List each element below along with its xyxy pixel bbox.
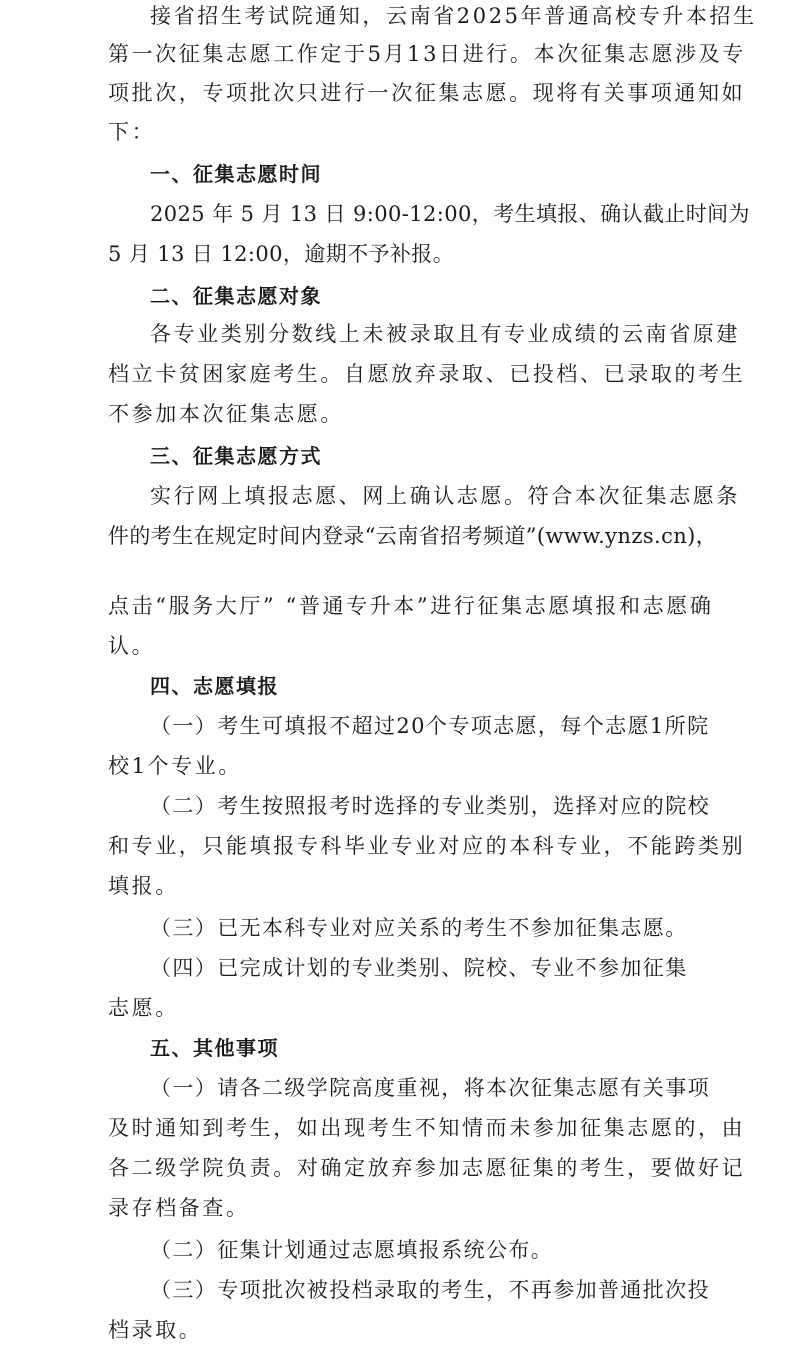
- paragraph-other-1-line-2: 及时通知到考生，如出现考生不知情而未参加征集志愿的，由: [108, 1116, 746, 1140]
- paragraph-intro-line-1: 接省招生考试院通知，云南省2025年普通高校专升本招生: [150, 4, 757, 28]
- paragraph-filling-4-line-1: （四）已完成计划的专业类别、院校、专业不参加征集: [150, 956, 688, 980]
- paragraph-method-line-2: 件的考生在规定时间内登录“云南省招考频道”(www.ynzs.cn)，: [108, 524, 718, 548]
- paragraph-time-line-2: 5 月 13 日 12:00，逾期不予补报。: [108, 242, 455, 266]
- paragraph-filling-1-line-2: 校1个专业。: [108, 754, 242, 778]
- paragraph-target-line-3: 不参加本次征集志愿。: [108, 402, 344, 426]
- section-heading-time: 一、征集志愿时间: [150, 162, 322, 186]
- paragraph-filling-2-line-2: 和专业，只能填报专科毕业专业对应的本科专业，不能跨类别: [108, 834, 746, 858]
- paragraph-other-2: （二）征集计划通过志愿填报系统公布。: [150, 1238, 554, 1262]
- section-heading-method: 三、征集志愿方式: [150, 444, 322, 468]
- section-heading-target: 二、征集志愿对象: [150, 284, 322, 308]
- paragraph-time-line-1: 2025 年 5 月 13 日 9:00-12:00，考生填报、确认截止时间为: [150, 202, 750, 226]
- paragraph-target-line-1: 各专业类别分数线上未被录取且有专业成绩的云南省原建: [150, 322, 740, 346]
- paragraph-filling-4-line-2: 志愿。: [108, 996, 179, 1020]
- paragraph-other-1-line-1: （一）请各二级学院高度重视，将本次征集志愿有关事项: [150, 1076, 710, 1100]
- paragraph-target-line-2: 档立卡贫困家庭考生。自愿放弃录取、已投档、已录取的考生: [108, 362, 746, 386]
- paragraph-method-line-4: 认。: [108, 634, 156, 658]
- paragraph-intro-line-4: 下：: [108, 120, 156, 144]
- paragraph-filling-3: （三）已无本科专业对应关系的考生不参加征集志愿。: [150, 916, 688, 940]
- section-heading-filling: 四、志愿填报: [150, 674, 279, 698]
- paragraph-filling-1-line-1: （一）考生可填报不超过20个专项志愿，每个志愿1所院: [150, 714, 710, 738]
- paragraph-other-3-line-2: 档录取。: [108, 1318, 203, 1342]
- paragraph-method-line-1: 实行网上填报志愿、网上确认志愿。符合本次征集志愿条: [150, 484, 740, 508]
- section-heading-other: 五、其他事项: [150, 1036, 279, 1060]
- paragraph-filling-2-line-3: 填报。: [108, 874, 179, 898]
- paragraph-other-3-line-1: （三）专项批次被投档录取的考生，不再参加普通批次投: [150, 1278, 710, 1302]
- paragraph-other-1-line-4: 录存档备查。: [108, 1196, 250, 1220]
- paragraph-other-1-line-3: 各二级学院负责。对确定放弃参加志愿征集的考生，要做好记: [108, 1156, 746, 1180]
- paragraph-intro-line-3: 项批次，专项批次只进行一次征集志愿。现将有关事项通知如: [108, 81, 746, 105]
- paragraph-intro-line-2: 第一次征集志愿工作定于5月13日进行。本次征集志愿涉及专: [108, 42, 746, 66]
- paragraph-filling-2-line-1: （二）考生按照报考时选择的专业类别，选择对应的院校: [150, 794, 710, 818]
- paragraph-method-line-3: 点击“服务大厅” “普通专升本”进行征集志愿填报和志愿确: [108, 594, 714, 618]
